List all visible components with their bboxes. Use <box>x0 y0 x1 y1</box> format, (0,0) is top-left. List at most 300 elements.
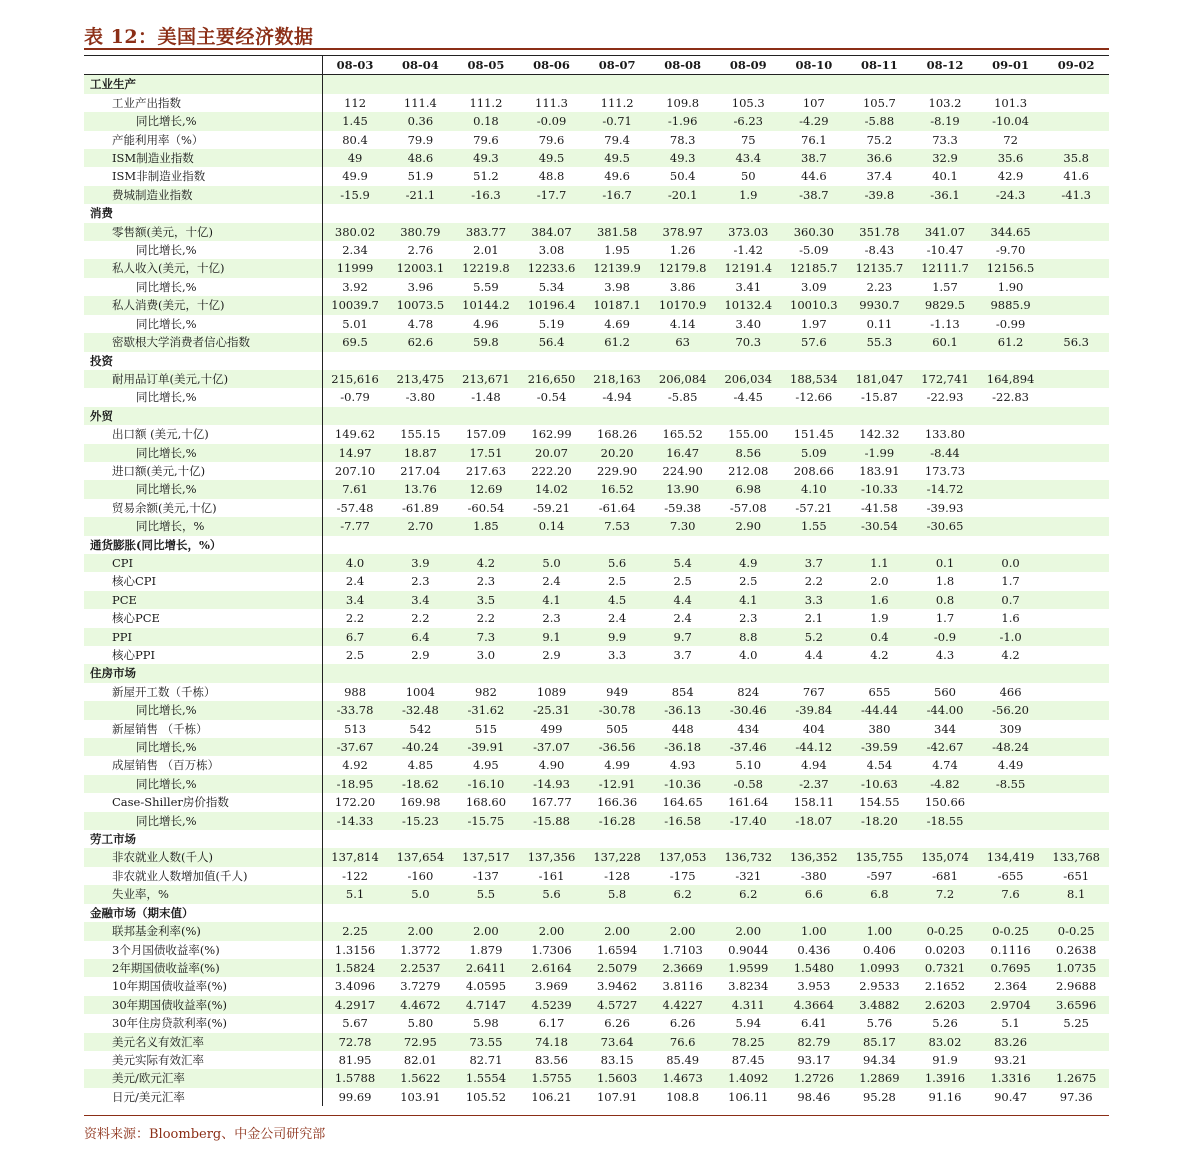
value-cell: 360.30 <box>781 223 847 241</box>
value-cell: 560 <box>912 683 978 701</box>
value-cell: 91.16 <box>912 1088 978 1106</box>
value-cell: 79.6 <box>453 131 519 149</box>
value-cell: 14.02 <box>519 480 585 498</box>
row-label: 同比增长，% <box>84 517 322 535</box>
row-label: 私人收入(美元，十亿) <box>84 259 322 277</box>
value-cell: 168.60 <box>453 793 519 811</box>
value-cell: 208.66 <box>781 462 847 480</box>
value-cell: 35.6 <box>978 149 1044 167</box>
table-title: 表 12：美国主要经济数据 <box>84 26 314 48</box>
value-cell: 824 <box>715 683 781 701</box>
value-cell: 49.3 <box>650 149 716 167</box>
value-cell: -31.62 <box>453 701 519 719</box>
value-cell: 12156.5 <box>978 259 1044 277</box>
row-label: 核心CPI <box>84 572 322 590</box>
value-cell: -18.07 <box>781 812 847 830</box>
value-cell: 1.4673 <box>650 1069 716 1087</box>
value-cell: 216,650 <box>519 370 585 388</box>
value-cell: 434 <box>715 720 781 738</box>
value-cell: 1.5603 <box>584 1069 650 1087</box>
value-cell: 91.9 <box>912 1051 978 1069</box>
value-cell: 17.51 <box>453 444 519 462</box>
value-cell: 75.2 <box>847 131 913 149</box>
value-cell <box>1043 1033 1109 1051</box>
value-cell: 229.90 <box>584 462 650 480</box>
value-cell: -161 <box>519 867 585 885</box>
value-cell: 4.0595 <box>453 977 519 995</box>
row-label: 核心PPI <box>84 646 322 664</box>
value-cell <box>781 830 847 848</box>
value-cell: -15.23 <box>388 812 454 830</box>
row-label: 私人消费(美元，十亿) <box>84 296 322 314</box>
value-cell: -1.13 <box>912 315 978 333</box>
value-cell: 7.61 <box>322 480 388 498</box>
value-cell: 3.92 <box>322 278 388 296</box>
value-cell <box>978 462 1044 480</box>
value-cell <box>715 830 781 848</box>
value-cell <box>650 904 716 922</box>
section-label: 投资 <box>84 352 322 370</box>
value-cell: 4.4 <box>781 646 847 664</box>
value-cell: 4.0 <box>715 646 781 664</box>
value-cell: -36.18 <box>650 738 716 756</box>
value-cell: 4.95 <box>453 756 519 774</box>
row-label: ISM非制造业指数 <box>84 167 322 185</box>
value-cell: -15.75 <box>453 812 519 830</box>
value-cell: 222.20 <box>519 462 585 480</box>
value-cell <box>1043 259 1109 277</box>
value-cell <box>584 664 650 682</box>
value-cell: 4.5 <box>584 591 650 609</box>
value-cell: -16.7 <box>584 186 650 204</box>
value-cell: 4.49 <box>978 756 1044 774</box>
value-cell: 13.76 <box>388 480 454 498</box>
value-cell: 14.97 <box>322 444 388 462</box>
value-cell: -16.58 <box>650 812 716 830</box>
value-cell: 5.67 <box>322 1014 388 1032</box>
value-cell: 3.41 <box>715 278 781 296</box>
row-label: 同比增长,% <box>84 278 322 296</box>
row-label: 核心PCE <box>84 609 322 627</box>
value-cell <box>715 407 781 425</box>
value-cell: 2.76 <box>388 241 454 259</box>
section-row <box>84 407 1109 425</box>
value-cell: 6.4 <box>388 628 454 646</box>
value-cell: 12233.6 <box>519 259 585 277</box>
value-cell <box>781 536 847 554</box>
table-row <box>84 720 1109 738</box>
value-cell: -40.24 <box>388 738 454 756</box>
value-cell <box>978 444 1044 462</box>
value-cell: 79.4 <box>584 131 650 149</box>
value-cell <box>584 904 650 922</box>
value-cell <box>978 793 1044 811</box>
value-cell: 6.98 <box>715 480 781 498</box>
value-cell: 4.4227 <box>650 996 716 1014</box>
value-cell <box>584 830 650 848</box>
value-cell: -36.1 <box>912 186 978 204</box>
value-cell <box>388 904 454 922</box>
value-cell: 6.2 <box>650 885 716 903</box>
value-cell: 0.36 <box>388 112 454 130</box>
value-cell: 51.2 <box>453 167 519 185</box>
value-cell <box>912 407 978 425</box>
value-cell: 4.1 <box>519 591 585 609</box>
value-cell: 7.2 <box>912 885 978 903</box>
value-cell: 10132.4 <box>715 296 781 314</box>
value-cell: 8.8 <box>715 628 781 646</box>
value-cell: 213,475 <box>388 370 454 388</box>
value-cell: 157.09 <box>453 425 519 443</box>
value-cell: 217.04 <box>388 462 454 480</box>
table-row <box>84 370 1109 388</box>
value-cell: 12179.8 <box>650 259 716 277</box>
value-cell: 136,352 <box>781 848 847 866</box>
column-header: 09-01 <box>978 56 1044 75</box>
value-cell: 0.8 <box>912 591 978 609</box>
table-row <box>84 775 1109 793</box>
value-cell: 2.9688 <box>1043 977 1109 995</box>
value-cell <box>1043 830 1109 848</box>
value-cell: 3.98 <box>584 278 650 296</box>
value-cell: 854 <box>650 683 716 701</box>
table-row <box>84 756 1109 774</box>
value-cell: 381.58 <box>584 223 650 241</box>
value-cell <box>584 204 650 222</box>
value-cell: -160 <box>388 867 454 885</box>
value-cell: 38.7 <box>781 149 847 167</box>
row-label: Case-Shiller房价指数 <box>84 793 322 811</box>
value-cell: 0.7 <box>978 591 1044 609</box>
economic-data-table <box>84 55 1109 1106</box>
value-cell: 2.00 <box>519 922 585 940</box>
value-cell: 73.3 <box>912 131 978 149</box>
value-cell: 2.00 <box>584 922 650 940</box>
value-cell <box>847 536 913 554</box>
value-cell: -5.85 <box>650 388 716 406</box>
value-cell <box>1043 278 1109 296</box>
row-label: 费城制造业指数 <box>84 186 322 204</box>
value-cell: 3.953 <box>781 977 847 995</box>
value-cell: -7.77 <box>322 517 388 535</box>
row-label: 3个月国债收益率(%) <box>84 941 322 959</box>
value-cell: 105.7 <box>847 94 913 112</box>
table-row <box>84 278 1109 296</box>
row-label: 同比增长,% <box>84 444 322 462</box>
column-header: 08-09 <box>715 56 781 75</box>
value-cell: -41.58 <box>847 499 913 517</box>
value-cell: 2.3 <box>453 572 519 590</box>
table-row <box>84 517 1109 535</box>
table-row <box>84 885 1109 903</box>
value-cell: 3.7 <box>650 646 716 664</box>
value-cell <box>650 204 716 222</box>
value-cell: 3.96 <box>388 278 454 296</box>
value-cell <box>781 407 847 425</box>
value-cell: -10.36 <box>650 775 716 793</box>
value-cell: -38.7 <box>781 186 847 204</box>
value-cell: 5.0 <box>388 885 454 903</box>
value-cell: 1.00 <box>781 922 847 940</box>
value-cell <box>978 904 1044 922</box>
value-cell <box>322 664 388 682</box>
value-cell: -10.47 <box>912 241 978 259</box>
value-cell: 10010.3 <box>781 296 847 314</box>
value-cell: 3.40 <box>715 315 781 333</box>
value-cell: 5.5 <box>453 885 519 903</box>
value-cell: -681 <box>912 867 978 885</box>
row-label: 密歇根大学消费者信心指数 <box>84 333 322 351</box>
value-cell: 41.6 <box>1043 167 1109 185</box>
section-row <box>84 536 1109 554</box>
value-cell: 344 <box>912 720 978 738</box>
value-cell: -0.71 <box>584 112 650 130</box>
value-cell: -18.95 <box>322 775 388 793</box>
value-cell: 1.7306 <box>519 941 585 959</box>
value-cell: 48.8 <box>519 167 585 185</box>
value-cell <box>388 664 454 682</box>
value-cell <box>1043 94 1109 112</box>
value-cell: 1.97 <box>781 315 847 333</box>
value-cell: -0.79 <box>322 388 388 406</box>
value-cell: -42.67 <box>912 738 978 756</box>
row-label: PPI <box>84 628 322 646</box>
value-cell <box>1043 572 1109 590</box>
value-cell: 12003.1 <box>388 259 454 277</box>
value-cell: -15.88 <box>519 812 585 830</box>
value-cell: 4.69 <box>584 315 650 333</box>
value-cell <box>453 352 519 370</box>
value-cell: 1.6 <box>847 591 913 609</box>
section-label: 工业生产 <box>84 75 322 94</box>
value-cell: 51.9 <box>388 167 454 185</box>
value-cell <box>453 75 519 94</box>
value-cell: -32.48 <box>388 701 454 719</box>
value-cell: 1.2869 <box>847 1069 913 1087</box>
value-cell: 9.1 <box>519 628 585 646</box>
value-cell: 167.77 <box>519 793 585 811</box>
value-cell: 98.46 <box>781 1088 847 1106</box>
value-cell: 0.11 <box>847 315 913 333</box>
value-cell: 2.90 <box>715 517 781 535</box>
value-cell <box>781 664 847 682</box>
value-cell: 207.10 <box>322 462 388 480</box>
value-cell: 6.26 <box>584 1014 650 1032</box>
value-cell: -12.91 <box>584 775 650 793</box>
value-cell: 12.69 <box>453 480 519 498</box>
value-cell: 70.3 <box>715 333 781 351</box>
table-row <box>84 996 1109 1014</box>
value-cell <box>388 75 454 94</box>
value-cell: -44.00 <box>912 701 978 719</box>
value-cell: 166.36 <box>584 793 650 811</box>
value-cell: 162.99 <box>519 425 585 443</box>
value-cell: 0.0 <box>978 554 1044 572</box>
value-cell: -36.13 <box>650 701 716 719</box>
value-cell: 133.80 <box>912 425 978 443</box>
value-cell: 4.96 <box>453 315 519 333</box>
value-cell: 2.2 <box>388 609 454 627</box>
section-label: 劳工市场 <box>84 830 322 848</box>
value-cell: 2.3 <box>715 609 781 627</box>
value-cell <box>1043 536 1109 554</box>
value-cell: 49.5 <box>584 149 650 167</box>
value-cell: 3.6596 <box>1043 996 1109 1014</box>
value-cell <box>1043 75 1109 94</box>
value-cell: -39.59 <box>847 738 913 756</box>
value-cell <box>453 536 519 554</box>
value-cell: 9885.9 <box>978 296 1044 314</box>
value-cell: 3.7 <box>781 554 847 572</box>
value-cell: 1.3316 <box>978 1069 1044 1087</box>
value-cell: 10073.5 <box>388 296 454 314</box>
value-cell: 4.4 <box>650 591 716 609</box>
value-cell: 181,047 <box>847 370 913 388</box>
value-cell: 1.5824 <box>322 959 388 977</box>
value-cell <box>1043 241 1109 259</box>
bottom-rule <box>84 1115 1109 1116</box>
value-cell: 1.3916 <box>912 1069 978 1087</box>
value-cell: 1.9 <box>847 609 913 627</box>
value-cell: 380 <box>847 720 913 738</box>
value-cell <box>1043 793 1109 811</box>
value-cell: 72.95 <box>388 1033 454 1051</box>
value-cell: 224.90 <box>650 462 716 480</box>
value-cell: 49.5 <box>519 149 585 167</box>
row-label: 美元/欧元汇率 <box>84 1069 322 1087</box>
table-row <box>84 572 1109 590</box>
value-cell: 74.18 <box>519 1033 585 1051</box>
value-cell: 2.6164 <box>519 959 585 977</box>
value-cell: 155.15 <box>388 425 454 443</box>
value-cell: 378.97 <box>650 223 716 241</box>
table-row <box>84 683 1109 701</box>
value-cell <box>978 664 1044 682</box>
value-cell: 135,074 <box>912 848 978 866</box>
value-cell: -14.33 <box>322 812 388 830</box>
value-cell: -380 <box>781 867 847 885</box>
value-cell: 2.6203 <box>912 996 978 1014</box>
value-cell: 341.07 <box>912 223 978 241</box>
value-cell: 6.17 <box>519 1014 585 1032</box>
value-cell: -59.38 <box>650 499 716 517</box>
value-cell: 5.6 <box>584 554 650 572</box>
value-cell <box>912 204 978 222</box>
value-cell <box>519 75 585 94</box>
section-label: 金融市场（期末值） <box>84 904 322 922</box>
value-cell: -597 <box>847 867 913 885</box>
value-cell: 59.8 <box>453 333 519 351</box>
value-cell: -10.04 <box>978 112 1044 130</box>
value-cell: 1.5554 <box>453 1069 519 1087</box>
value-cell: -1.99 <box>847 444 913 462</box>
value-cell: 48.6 <box>388 149 454 167</box>
value-cell: 3.9 <box>388 554 454 572</box>
value-cell <box>1043 499 1109 517</box>
table-row <box>84 922 1109 940</box>
value-cell: 161.64 <box>715 793 781 811</box>
value-cell: 57.6 <box>781 333 847 351</box>
section-row <box>84 204 1109 222</box>
value-cell: 109.8 <box>650 94 716 112</box>
value-cell <box>912 664 978 682</box>
value-cell: 78.25 <box>715 1033 781 1051</box>
table-row <box>84 296 1109 314</box>
value-cell: -39.84 <box>781 701 847 719</box>
column-header: 08-04 <box>388 56 454 75</box>
value-cell: 2.5 <box>650 572 716 590</box>
row-label: 同比增长,% <box>84 241 322 259</box>
value-cell: 9.7 <box>650 628 716 646</box>
value-cell <box>584 75 650 94</box>
value-cell: 6.2 <box>715 885 781 903</box>
value-cell <box>453 904 519 922</box>
value-cell: 7.53 <box>584 517 650 535</box>
value-cell: 168.26 <box>584 425 650 443</box>
source-note: 资料来源：Bloomberg、中金公司研究部 <box>84 1127 326 1142</box>
value-cell: 1.85 <box>453 517 519 535</box>
value-cell <box>847 407 913 425</box>
value-cell <box>650 830 716 848</box>
value-cell: 5.6 <box>519 885 585 903</box>
value-cell <box>1043 204 1109 222</box>
row-label: 30年住房贷款利率(%) <box>84 1014 322 1032</box>
value-cell <box>1043 388 1109 406</box>
value-cell: 49.6 <box>584 167 650 185</box>
value-cell: 2.9704 <box>978 996 1044 1014</box>
table-row <box>84 1069 1109 1087</box>
value-cell <box>1043 1051 1109 1069</box>
value-cell: 212.08 <box>715 462 781 480</box>
value-cell: 5.19 <box>519 315 585 333</box>
value-cell: 56.3 <box>1043 333 1109 351</box>
value-cell: 1.5622 <box>388 1069 454 1087</box>
value-cell <box>584 536 650 554</box>
section-row <box>84 75 1109 94</box>
value-cell: 13.90 <box>650 480 716 498</box>
value-cell: 2.5 <box>584 572 650 590</box>
value-cell <box>322 75 388 94</box>
value-cell: 383.77 <box>453 223 519 241</box>
row-label: 10年期国债收益率(%) <box>84 977 322 995</box>
value-cell: 73.64 <box>584 1033 650 1051</box>
value-cell <box>1043 407 1109 425</box>
row-label: 新屋开工数（千栋） <box>84 683 322 701</box>
value-cell: 10170.9 <box>650 296 716 314</box>
value-cell: 3.5 <box>453 591 519 609</box>
value-cell: -10.33 <box>847 480 913 498</box>
value-cell: 1.5755 <box>519 1069 585 1087</box>
value-cell: -8.19 <box>912 112 978 130</box>
value-cell: 0.4 <box>847 628 913 646</box>
value-cell: 6.8 <box>847 885 913 903</box>
value-cell <box>912 536 978 554</box>
column-header: 09-02 <box>1043 56 1109 75</box>
value-cell <box>912 904 978 922</box>
value-cell: 2.4 <box>650 609 716 627</box>
value-cell: 1.90 <box>978 278 1044 296</box>
value-cell: -18.55 <box>912 812 978 830</box>
table-row <box>84 1051 1109 1069</box>
value-cell: 4.90 <box>519 756 585 774</box>
value-cell: 2.23 <box>847 278 913 296</box>
value-cell: 0.1116 <box>978 941 1044 959</box>
value-cell: 0.1 <box>912 554 978 572</box>
value-cell: 12219.8 <box>453 259 519 277</box>
value-cell: 4.5239 <box>519 996 585 1014</box>
value-cell: -20.1 <box>650 186 716 204</box>
table-row <box>84 186 1109 204</box>
